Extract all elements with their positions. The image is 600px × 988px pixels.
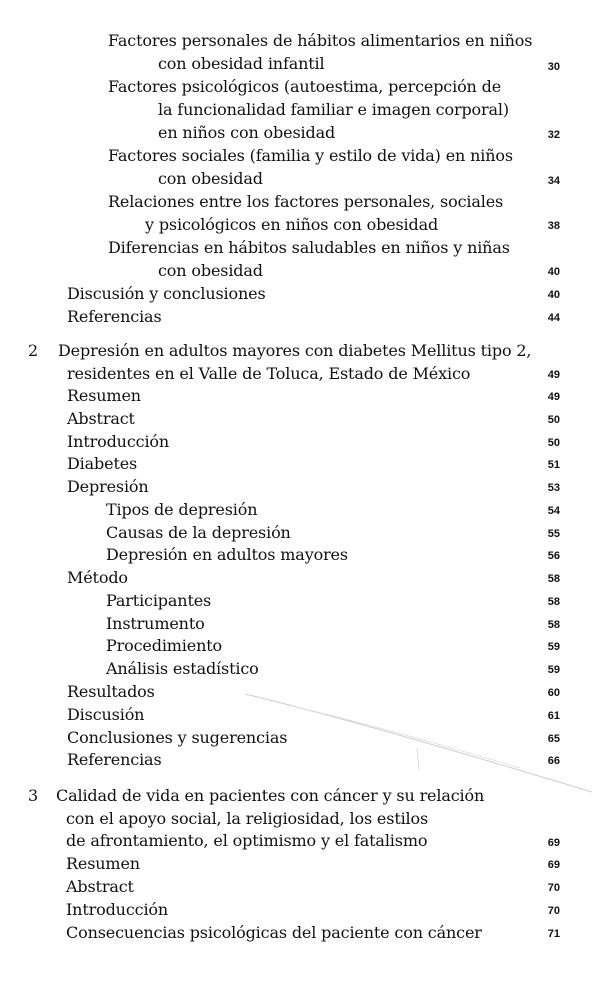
toc-entry-sociales-line-1: Factores sociales (familia y estilo de vida) en niños [108, 146, 513, 165]
toc-entry-depresion-adultos: Depresión en adultos mayores [106, 545, 348, 564]
page-number: 58 [547, 619, 560, 631]
page-number: 66 [547, 755, 560, 767]
page-number: 40 [547, 289, 560, 301]
toc-entry-relaciones-line-1: Relaciones entre los factores personales, sociales [108, 192, 504, 211]
toc-entry-resultados: Resultados [67, 682, 155, 701]
page-number: 69 [547, 859, 560, 871]
page-number: 65 [547, 733, 560, 745]
toc-entry-depresion: Depresión [67, 477, 149, 496]
toc-entry-metodo: Método [67, 568, 128, 587]
page-number: 71 [547, 928, 560, 940]
page-number: 50 [547, 414, 560, 426]
page-number: 61 [547, 710, 560, 722]
toc-entry-psicologicos-line-3: en niños con obesidad [158, 123, 336, 142]
toc-entry-referencias: Referencias [67, 307, 162, 326]
toc-entry-introduccion: Introducción [67, 432, 170, 451]
toc-entry-psicologicos-line-1: Factores psicológicos (autoestima, percepción de [108, 77, 502, 96]
chapter-number: 2 [28, 341, 39, 360]
toc-entry-instrumento: Instrumento [106, 614, 205, 633]
toc-entry-diabetes: Diabetes [67, 454, 138, 473]
page-number: 30 [547, 61, 560, 73]
toc-entry-relaciones-line-2: y psicológicos en niños con obesidad [145, 215, 439, 234]
page-number: 59 [547, 664, 560, 676]
toc-entry-tipos-depresion: Tipos de depresión [106, 500, 258, 519]
page-number: 56 [547, 550, 560, 562]
toc-entry-participantes: Participantes [106, 591, 212, 610]
page-number: 51 [547, 459, 560, 471]
page-number: 70 [547, 905, 560, 917]
toc-entry-sociales-line-2: con obesidad [158, 169, 263, 188]
page-number: 34 [547, 175, 560, 187]
page-number: 55 [547, 528, 560, 540]
chapter-title-line-1: Calidad de vida en pacientes con cáncer y su relación [56, 786, 485, 805]
page-number: 32 [547, 129, 560, 141]
chapter-number: 3 [28, 786, 39, 805]
toc-entry-habitos-line-1: Factores personales de hábitos alimentarios en niños [108, 31, 533, 50]
page-number: 70 [547, 882, 560, 894]
page-number: 44 [547, 312, 560, 324]
chapter-title-line-1: Depresión en adultos mayores con diabetes Mellitus tipo 2, [58, 341, 532, 360]
toc-entry-psicologicos-line-2: la funcionalidad familiar e imagen corporal) [158, 100, 509, 119]
toc-entry-habitos-line-2: con obesidad infantil [158, 54, 325, 73]
toc-entry-discusion: Discusión [67, 705, 145, 724]
page-number: 49 [547, 369, 560, 381]
page-number: 49 [547, 391, 560, 403]
toc-entry-causas-depresion: Causas de la depresión [106, 523, 291, 542]
toc-entry-procedimiento: Procedimiento [106, 636, 223, 655]
page-number: 58 [547, 596, 560, 608]
chapter-title-line-2: con el apoyo social, la religiosidad, los estilos [66, 809, 429, 828]
chapter-title-line-3: de afrontamiento, el optimismo y el fatalismo [66, 831, 428, 850]
page-number: 59 [547, 641, 560, 653]
toc-entry-analisis-estadistico: Análisis estadístico [106, 659, 259, 678]
page-number: 38 [547, 220, 560, 232]
page-number: 40 [547, 266, 560, 278]
toc-entry-discusion-conclusiones: Discusión y conclusiones [67, 284, 266, 303]
toc-entry-diferencias-line-2: con obesidad [158, 261, 263, 280]
toc-entry-introduccion: Introducción [66, 900, 169, 919]
page-number: 53 [547, 482, 560, 494]
toc-entry-consecuencias-psicologicas: Consecuencias psicológicas del paciente con cáncer [66, 923, 482, 942]
toc-entry-diferencias-line-1: Diferencias en hábitos saludables en niños y niñas [108, 238, 510, 257]
toc-entry-abstract: Abstract [67, 409, 135, 428]
toc-entry-abstract: Abstract [66, 877, 134, 896]
page-number: 60 [547, 687, 560, 699]
page-number: 50 [547, 437, 560, 449]
chapter-title-line-2: residentes en el Valle de Toluca, Estado de México [67, 364, 471, 383]
toc-entry-referencias: Referencias [67, 750, 162, 769]
toc-entry-conclusiones: Conclusiones y sugerencias [67, 728, 288, 747]
toc-entry-resumen: Resumen [66, 854, 140, 873]
page-number: 54 [547, 505, 560, 517]
toc-entry-resumen: Resumen [67, 386, 141, 405]
page-number: 58 [547, 573, 560, 585]
page-number: 69 [547, 837, 560, 849]
